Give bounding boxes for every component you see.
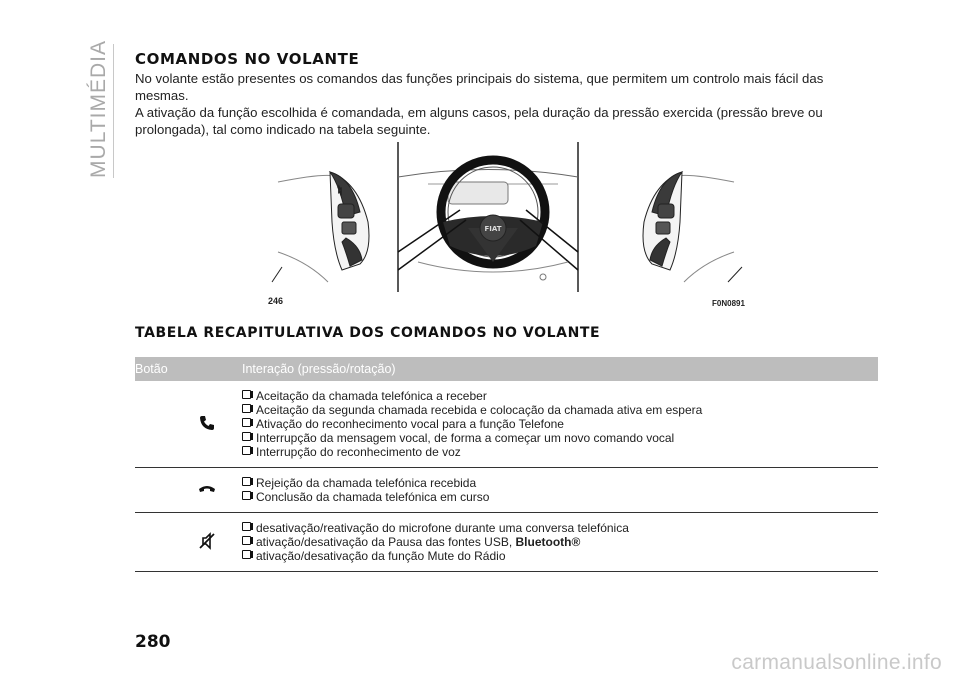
page-number: 280: [135, 632, 171, 652]
row-interactions: [242, 381, 878, 468]
checkbox-bullet-icon: [242, 522, 251, 531]
list-item: desativação/reativação do microfone durante uma conversa telefónica: [242, 521, 878, 535]
checkbox-bullet-icon: [242, 491, 251, 500]
section-content: [135, 50, 880, 138]
table-header-row: [135, 357, 878, 381]
list-item: ativação/desativação da Pausa das fontes USB, Bluetooth®: [242, 535, 878, 549]
row-icon-cell: [135, 468, 242, 513]
intro-paragraph-2: A ativação da função escolhida é comandada, em alguns casos, pela duração da pressão exercida (pressão breve ou prolongada), tal como indicado na tabela seguinte.: [135, 105, 823, 137]
checkbox-bullet-icon: [242, 446, 251, 455]
list-item: Conclusão da chamada telefónica em curso: [242, 490, 878, 504]
list-item: Interrupção da mensagem vocal, de forma a começar um novo comando vocal: [242, 431, 878, 445]
list-item: Ativação do reconhecimento vocal para a função Telefone: [242, 417, 878, 431]
figure-number: 246: [268, 296, 284, 306]
checkbox-bullet-icon: [242, 432, 251, 441]
list-item: Aceitação da segunda chamada recebida e colocação da chamada ativa em espera: [242, 403, 878, 417]
list-item: ativação/desativação da função Mute do Rádio: [242, 549, 878, 563]
section-title: COMANDOS NO VOLANTE: [135, 50, 360, 68]
row-interactions: [242, 513, 878, 572]
right-controls-inset: [643, 172, 734, 282]
commands-table: [135, 357, 878, 572]
list-item: Interrupção do reconhecimento de voz: [242, 445, 878, 459]
svg-text:FIAT: FIAT: [484, 225, 502, 233]
steering-wheel-figure: [268, 142, 744, 312]
side-tab-label: MULTIMÉDIA: [87, 40, 110, 178]
table-row: [135, 468, 878, 513]
checkbox-bullet-icon: [242, 536, 251, 545]
list-item: Aceitação da chamada telefónica a receber: [242, 389, 878, 403]
steering-wheel-illustration: [268, 142, 744, 312]
row-icon-cell: [135, 381, 242, 468]
list-item: Rejeição da chamada telefónica recebida: [242, 476, 878, 490]
table-row: [135, 381, 878, 468]
header-interaction-column: Interação (pressão/rotação): [242, 357, 878, 381]
checkbox-bullet-icon: [242, 404, 251, 413]
left-controls-inset: [278, 172, 369, 282]
figure-code: F0N0891: [712, 299, 745, 308]
checkbox-bullet-icon: [242, 418, 251, 427]
table-row: [135, 513, 878, 572]
svg-text:𝄮: 𝄮: [338, 184, 342, 195]
row-interactions: [242, 468, 878, 513]
checkbox-bullet-icon: [242, 550, 251, 559]
header-button-column: Botão: [135, 357, 242, 381]
table-title: TABELA RECAPITULATIVA DOS COMANDOS NO VOLANTE: [135, 325, 601, 341]
row-icon-cell: [135, 513, 242, 572]
intro-paragraph-1: No volante estão presentes os comandos das funções principais do sistema, que permitem um controlo mais fácil das mesmas.: [135, 71, 824, 103]
phone-hangup-icon: [198, 484, 216, 494]
bluetooth-label: Bluetooth®: [515, 535, 581, 549]
phone-answer-icon: [199, 415, 215, 431]
checkbox-bullet-icon: [242, 477, 251, 486]
watermark: carmanualsonline.info: [731, 651, 942, 674]
side-divider: [113, 44, 114, 178]
checkbox-bullet-icon: [242, 390, 251, 399]
mute-icon: [198, 532, 216, 550]
side-section-tab: [86, 40, 112, 180]
